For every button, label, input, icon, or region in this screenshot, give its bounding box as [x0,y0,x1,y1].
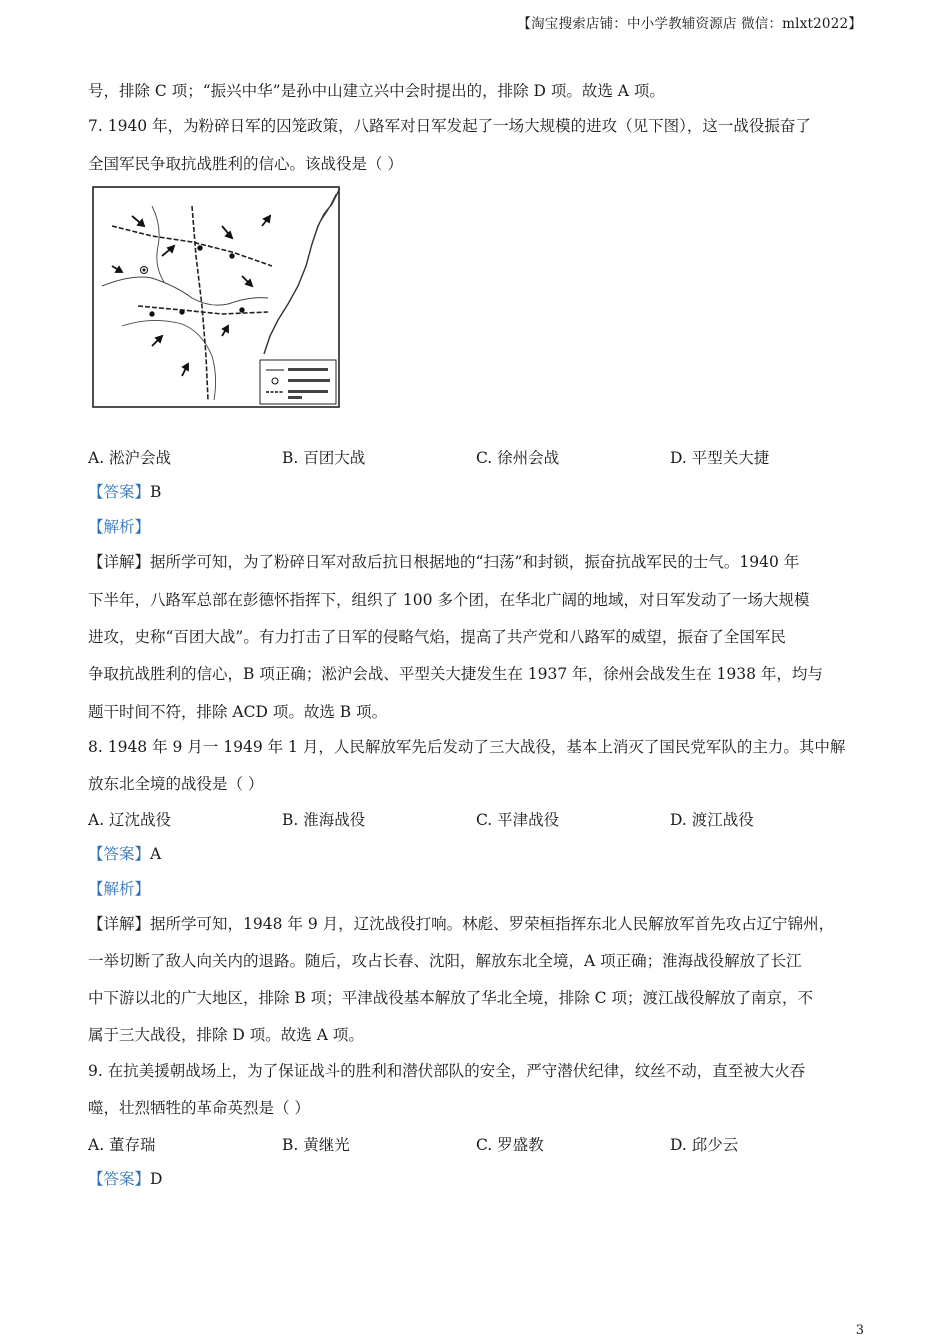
q8-answer [88,843,868,865]
answer-value: B [150,483,162,501]
q8-stem-line-1: 8. 1948 年 9 月一 1949 年 1 月，人民解放军先后发动了三大战役，基本上消灭了国民党军队的主力。其中解 [88,738,846,756]
page-number: 3 [855,1323,864,1338]
q8-detail-line-2: 一举切断了敌人向关内的退路。随后，攻占长春、沈阳，解放东北全境，A 项正确；淮海战役解放了长江 [88,952,802,970]
q8-option-c[interactable]: C. 平津战役 [476,811,560,829]
answer-tag: 【答案】 [88,845,151,863]
q7-option-b[interactable]: B. 百团大战 [282,449,366,467]
q7-detail-line-1 [88,551,868,573]
q9-option-d[interactable]: D. 邱少云 [670,1136,739,1154]
q7-stem-line-1: 7. 1940 年，为粉碎日军的囚笼政策，八路军对日军发起了一场大规模的进攻（见下图），这一战役振奋了 [88,117,811,135]
detail-text: 据所学可知，1948 年 9 月，辽沈战役打响。林彪、罗荣桓指挥东北人民解放军首先攻占辽宁锦州， [150,915,835,933]
q9-option-a[interactable]: A. 董存瑞 [88,1136,156,1154]
q9-option-c[interactable]: C. 罗盛教 [476,1136,544,1154]
answer-tag: 【答案】 [88,1170,151,1188]
q8-options [88,808,868,830]
analysis-tag: 【解析】 [88,518,151,536]
answer-value: A [150,845,162,863]
answer-value: D [150,1170,163,1188]
header-note: 【淘宝搜索店铺：中小学教辅资源店 微信：mlxt2022】 [517,16,862,32]
q8-detail-line-1 [88,913,868,935]
q9-stem-line-1: 9. 在抗美援朝战场上，为了保证战斗的胜利和潜伏部队的安全，严守潜伏纪律，纹丝不动，直至被大火吞 [88,1062,806,1080]
detail-tag: 【详解】 [88,915,151,933]
q8-detail-line-3: 中下游以北的广大地区，排除 B 项；平津战役基本解放了华北全境，排除 C 项；渡江战役解放了南京，不 [88,989,813,1007]
q7-option-d[interactable]: D. 平型关大捷 [670,449,770,467]
q7-option-c[interactable]: C. 徐州会战 [476,449,560,467]
q7-detail-line-3: 进攻，史称“百团大战”。有力打击了日军的侵略气焰，提高了共产党和八路军的威望，振奋了全国军民 [88,628,786,646]
detail-text: 据所学可知，为了粉碎日军对敌后抗日根据地的“扫荡”和封锁，振奋抗战军民的士气。1940 年 [150,553,800,571]
q9-options [88,1133,868,1155]
q9-stem-line-2: 噬，壮烈牺牲的革命英烈是（ ） [88,1099,310,1117]
detail-tag: 【详解】 [88,553,151,571]
q8-detail-line-4: 属于三大战役，排除 D 项。故选 A 项。 [88,1026,364,1044]
q8-option-a[interactable]: A. 辽沈战役 [88,811,172,829]
q9-answer [88,1168,868,1190]
answer-tag: 【答案】 [88,483,151,501]
q7-analysis [88,516,868,538]
q8-analysis [88,878,868,900]
q7-options [88,446,868,468]
q8-option-d[interactable]: D. 渡江战役 [670,811,754,829]
q7-detail-line-2: 下半年，八路军总部在彭德怀指挥下，组织了 100 多个团，在华北广阔的地域，对日军发动了一场大规模 [88,591,810,609]
q9-option-b[interactable]: B. 黄继光 [282,1136,350,1154]
analysis-tag: 【解析】 [88,880,151,898]
q7-stem-line-2: 全国军民争取抗战胜利的信心。该战役是（ ） [88,155,403,173]
q6-tail: 号，排除 C 项；“振兴中华”是孙中山建立兴中会时提出的，排除 D 项。故选 A 项。 [88,82,665,100]
q7-detail-line-5: 题干时间不符，排除 ACD 项。故选 B 项。 [88,703,388,721]
battle-map-image [92,186,340,408]
q8-option-b[interactable]: B. 淮海战役 [282,811,366,829]
q8-stem-line-2: 放东北全境的战役是（ ） [88,775,264,793]
q7-detail-line-4: 争取抗战胜利的信心，B 项正确；淞沪会战、平型关大捷发生在 1937 年，徐州会战发生在 1938 年，均与 [88,665,823,683]
q7-answer [88,481,868,503]
q7-option-a[interactable]: A. 淞沪会战 [88,449,172,467]
